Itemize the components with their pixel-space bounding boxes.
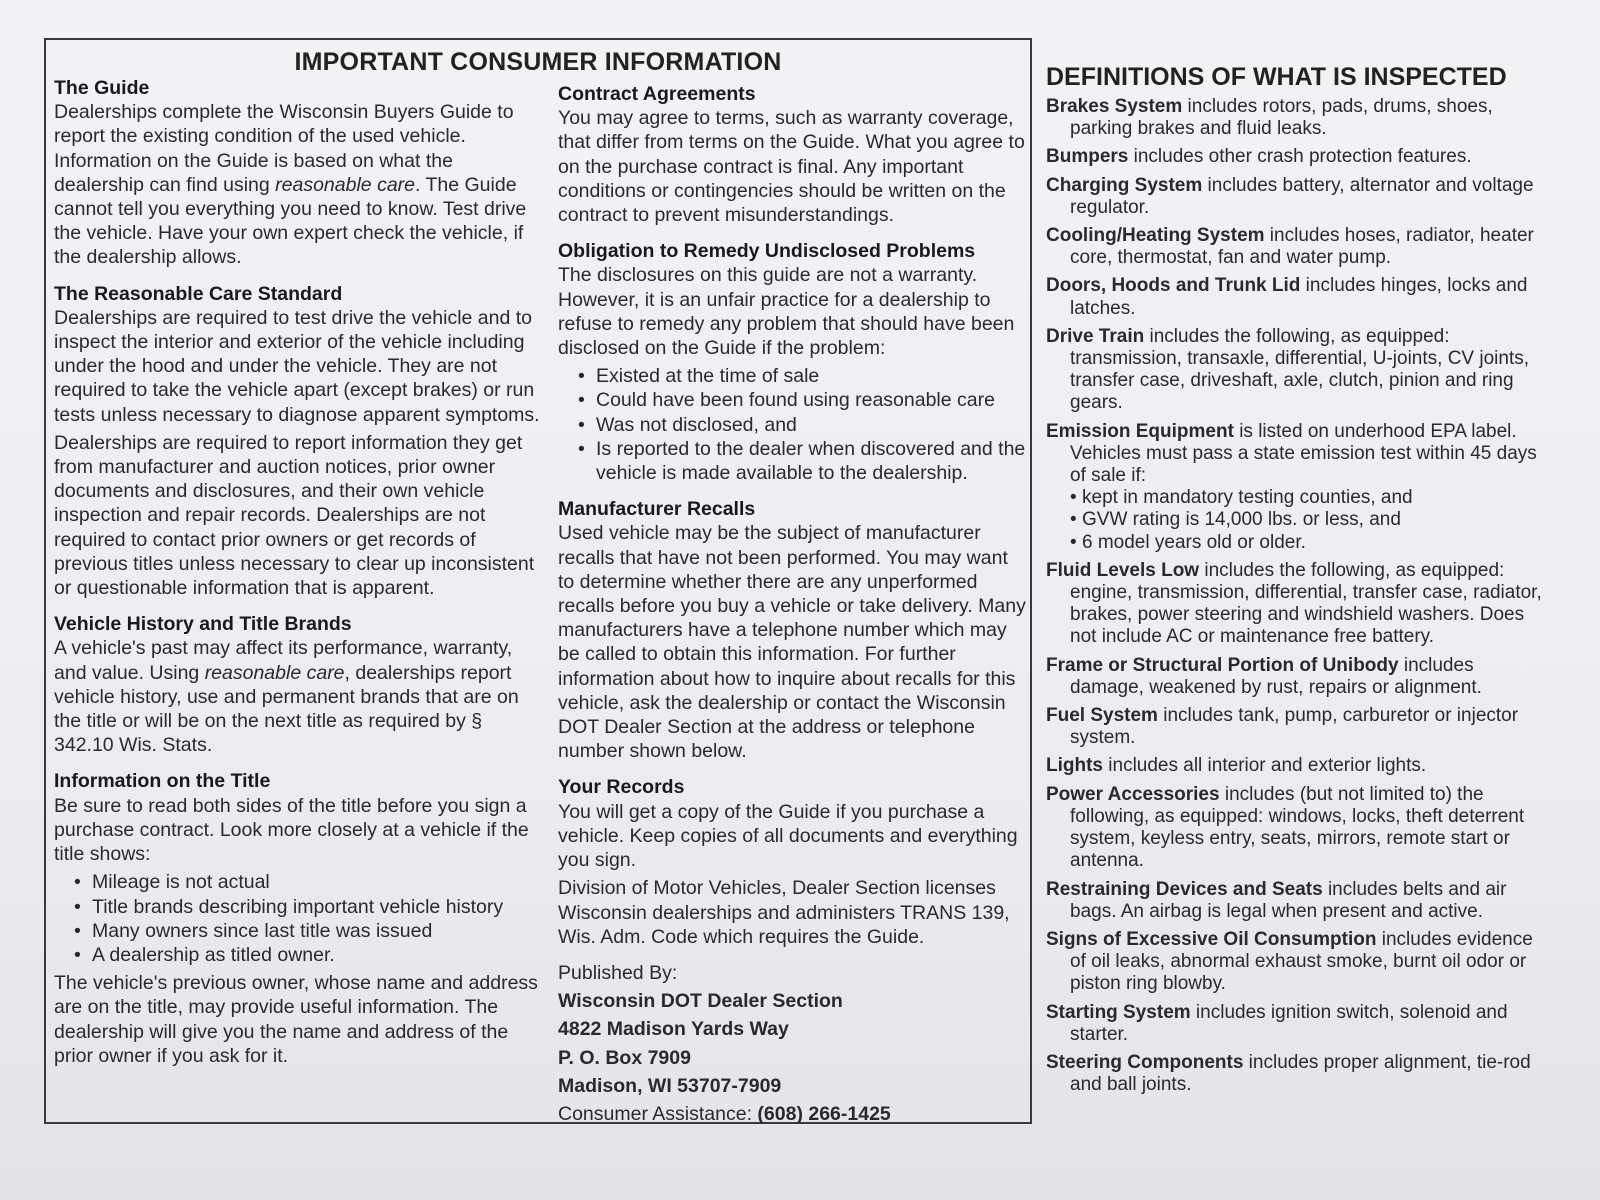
recalls-heading: Manufacturer Recalls [558,498,756,521]
history-text-b: , dealerships report vehicle history, use and permanent brands that are on the title or will be on the next title as required by § 342.10 Wis. Stats. [54,661,519,757]
definition-text: includes (but not limited to) the following, as equipped: windows, locks, theft deterrent system, keyless entry, seats, mirrors, remote start or antenna. [1070,783,1525,872]
definition-term: Bumpers [1046,146,1129,168]
obligation-bullets [558,364,1028,485]
definition-text: includes the following, as equipped: engine, transmission, differential, transfer case, radiator, brakes, power steering and windshield washers. Does not include AC or maintenance free battery. [1070,559,1542,648]
publisher-city: Madison, WI 53707-7909 [558,1074,782,1097]
care-paragraph-2: Dealerships are required to report information they get from manufacturer and auction notices, prior owner documents and disclosures, and their own vehicle inspection and repair records. Dealerships are not required to contact prior owners or get records of previous titles unless necessary to clear up inconsistent or questionable information that is apparent. [54,431,535,600]
definition-item [1046,146,1546,168]
guide-heading: The Guide [54,77,150,99]
definition-text: includes tank, pump, carburetor or injector system. [1070,705,1519,749]
publisher-name: Wisconsin DOT Dealer Section [558,990,843,1013]
definition-text: includes the following, as equipped: transmission, transaxle, differential, U-joints, CV joints, transfer case, driveshaft, axle, clutch, pinion and ring gears. [1070,325,1529,414]
assistance-label: Consumer Assistance: [558,1102,758,1125]
contract-paragraph: You may agree to terms, such as warranty coverage, that differ from terms on the Guide. What you agree to on the purchase contract is final. Any important conditions or contingencies should be written on the contract to prevent misunderstandings. [558,107,1025,227]
definition-item [1046,275,1546,319]
definition-item [1046,705,1546,749]
consumer-info-box [44,38,1032,1124]
definition-item [1046,784,1546,873]
history-paragraph [54,636,542,757]
definition-term: Drive Train [1046,325,1145,347]
obligation-heading: Obligation to Remedy Undisclosed Problems [558,240,976,263]
assistance-phone: (608) 266-1425 [757,1102,891,1125]
definition-term: Cooling/Heating System [1046,225,1265,247]
list-item: • 6 model years old or older. [1070,532,1546,554]
definition-item [1046,1052,1546,1096]
definition-item [1046,326,1546,415]
definition-term: Doors, Hoods and Trunk Lid [1046,275,1301,297]
definition-term: Starting System [1046,1001,1191,1023]
definition-term: Brakes System [1046,96,1183,117]
obligation-paragraph: The disclosures on this guide are not a warranty. However, it is an unfair practice for a dealership to refuse to remedy any problem that should have been disclosed on the Guide if the problem: [558,264,1015,360]
guide-paragraph [54,100,542,269]
section-the-guide [54,76,542,270]
title-info-heading: Information on the Title [54,770,271,793]
box-title: IMPORTANT CONSUMER INFORMATION [294,48,782,76]
section-contract [558,82,1028,227]
definition-item [1046,879,1546,923]
title-info-paragraph-2: The vehicle's previous owner, whose name and address are on the title, may provide useful information. The dealership will give you the name and address of the prior owner if you ask for it. [54,972,538,1067]
publisher-street: 4822 Madison Yards Way [558,1018,789,1041]
definition-text: includes other crash protection features. [1128,146,1472,168]
published-label: Published By: [558,961,678,984]
definition-text: includes evidence of oil leaks, abnormal exhaust smoke, burnt oil odor or piston ring blowby. [1070,928,1533,995]
emission-bullets [1070,487,1546,554]
guide-emphasis: reasonable care [275,173,415,196]
definition-term: Lights [1046,755,1103,777]
recalls-paragraph: Used vehicle may be the subject of manufacturer recalls that have not been performed. You may want to determine whether there are any unperformed recalls before you buy a vehicle or take delivery. Many manufacturers have a telephone number which may be called to obtain this information. For further information about how to inquire about recalls for this vehicle, ask the dealership or contact the Wisconsin DOT Dealer Section at the address or telephone number shown below. [558,522,1026,763]
records-heading: Your Records [558,776,685,799]
list-item: • A dealership as titled owner. [74,943,542,967]
definition-text: includes ignition switch, solenoid and starter. [1070,1001,1508,1045]
records-paragraph-1: You will get a copy of the Guide if you purchase a vehicle. Keep copies of all documents and everything you sign. [558,800,1018,872]
section-reasonable-care [54,282,542,601]
section-records [558,775,1028,948]
definition-term: Fluid Levels Low [1046,559,1200,581]
definition-item [1046,225,1546,269]
guide-text-a: Dealerships complete the Wisconsin Buyers Guide to report the existing condition of the used vehicle. Information on the Guide is based on what the dealership can find using [54,101,514,196]
definition-item [1046,421,1546,554]
definition-term: Restraining Devices and Seats [1046,878,1323,900]
definition-term: Fuel System [1046,705,1158,727]
list-item: • Many owners since last title was issued [74,919,542,943]
definition-text: includes battery, alternator and voltage regulator. [1070,174,1534,218]
definition-term: Charging System [1046,174,1203,196]
consumer-assistance [558,1102,1028,1126]
left-column [54,76,542,1080]
definition-term: Signs of Excessive Oil Consumption [1046,928,1377,950]
list-item: • kept in mandatory testing counties, and [1070,487,1546,509]
list-item: • Existed at the time of sale [578,364,1028,388]
definition-text: includes all interior and exterior lights. [1103,755,1427,777]
list-item: • GVW rating is 14,000 lbs. or less, and [1070,509,1546,531]
guide-text-b: . The Guide cannot tell you everything you need to know. Test drive the vehicle. Have your own expert check the vehicle, if the dealership allows. [54,173,527,269]
section-published [558,961,1028,1126]
definition-item [1046,755,1546,777]
list-item: • Title brands describing important vehicle history [74,895,542,919]
definitions-title: DEFINITIONS OF WHAT IS INSPECTED [1046,63,1507,91]
list-item: • Was not disclosed, and [578,413,1028,437]
title-info-paragraph-1: Be sure to read both sides of the title before you sign a purchase contract. Look more closely at a vehicle if the title shows: [54,794,529,866]
definition-term: Frame or Structural Portion of Unibody [1046,654,1399,676]
care-heading: The Reasonable Care Standard [54,282,343,305]
title-info-bullets [54,870,542,967]
definition-item [1046,560,1546,649]
definition-text: includes hinges, locks and latches. [1070,275,1528,319]
definition-text: includes damage, weakened by rust, repairs or alignment. [1070,654,1482,698]
definitions-column [1046,62,1546,1102]
definition-item [1046,929,1546,996]
list-item: • Could have been found using reasonable care [578,388,1028,412]
section-vehicle-history [54,612,542,757]
middle-column [558,82,1028,1138]
section-title-info [54,769,542,1067]
section-recalls [558,497,1028,763]
definition-text: includes proper alignment, tie-rod and ball joints. [1070,1051,1531,1096]
list-item: • Mileage is not actual [74,870,542,894]
history-heading: Vehicle History and Title Brands [54,613,352,636]
list-item: • Is reported to the dealer when discovered and the vehicle is made available to the dealership. [578,437,1028,485]
definition-text: includes rotors, pads, drums, shoes, parking brakes and fluid leaks. [1070,96,1493,140]
definition-item [1046,96,1546,140]
section-obligation [558,239,1028,485]
definition-item [1046,655,1546,699]
definition-item [1046,1002,1546,1046]
history-text-a: A vehicle's past may affect its performance, warranty, and value. Using [54,637,513,684]
definition-text: includes belts and air bags. An airbag is legal when present and active. [1070,878,1507,922]
care-paragraph-1: Dealerships are required to test drive the vehicle and to inspect the interior and exterior of the vehicle including under the hood and under the vehicle. They are not required to take the vehicle apart (except brakes) or run tests unless necessary to diagnose apparent symptoms. [54,306,540,426]
records-paragraph-2: Division of Motor Vehicles, Dealer Section licenses Wisconsin dealerships and administers TRANS 139, Wis. Adm. Code which requires the Guide. [558,877,1010,948]
definition-term: Steering Components [1046,1051,1244,1073]
definition-term: Emission Equipment [1046,420,1234,442]
definition-text: is listed on underhood EPA label. Vehicles must pass a state emission test within 45 days of sale if: [1070,420,1537,487]
definition-item [1046,175,1546,219]
publisher-pobox: P. O. Box 7909 [558,1046,691,1069]
definition-term: Power Accessories [1046,783,1220,805]
history-emphasis: reasonable care [204,661,345,684]
contract-heading: Contract Agreements [558,83,756,105]
definition-text: includes hoses, radiator, heater core, thermostat, fan and water pump. [1070,225,1534,269]
